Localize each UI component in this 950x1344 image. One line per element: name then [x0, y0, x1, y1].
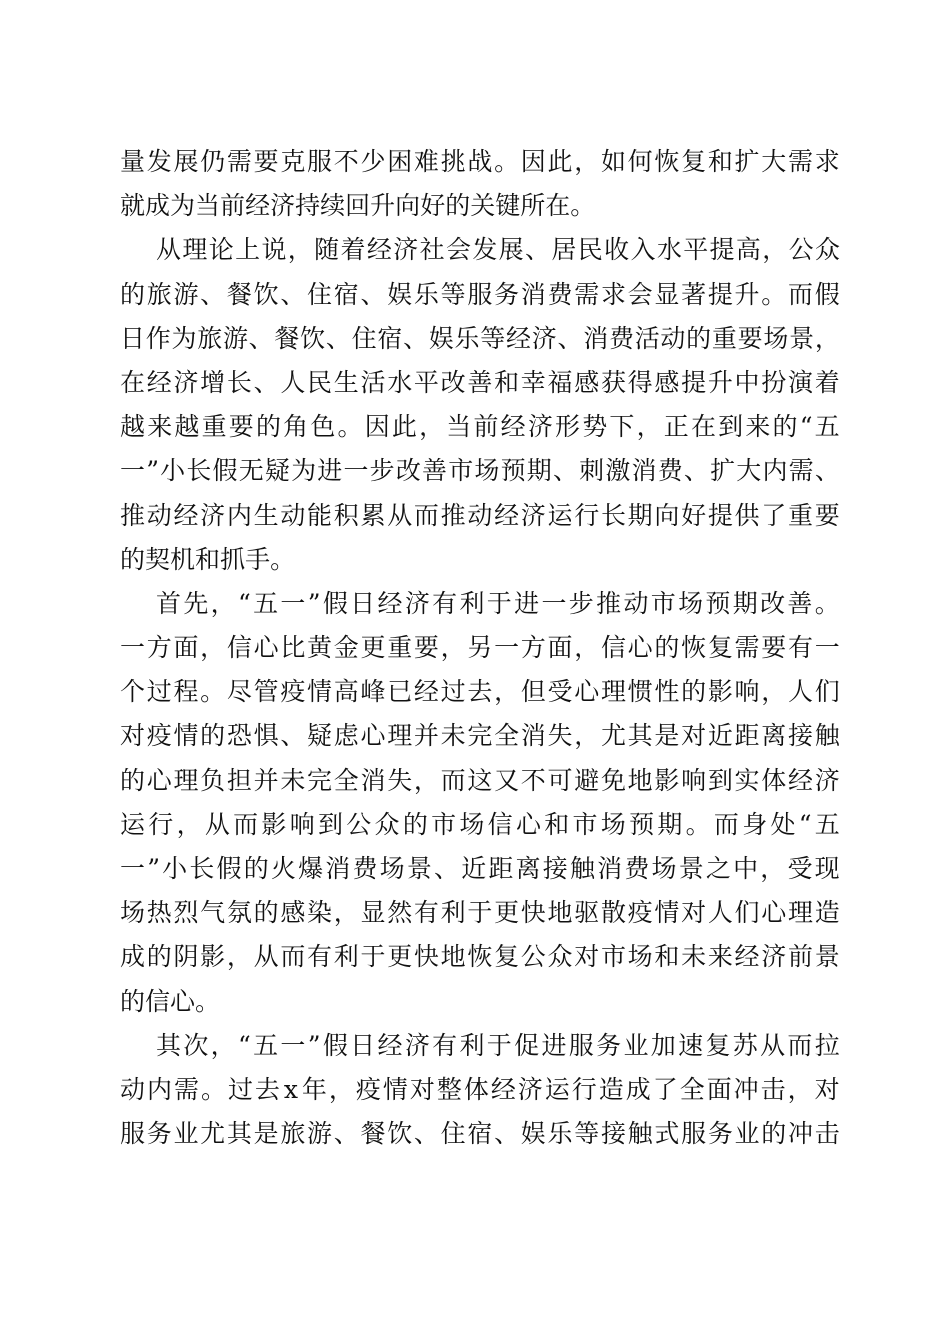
text-line: 首 先 ， “ 五 一 ” 假 日 经 济 有 利 于 进 一 步 推 动 市 场 预 期 改 善 。: [156, 588, 840, 618]
text-line: 就 成 为 当 前 经 济 持 续 回 升 向 好 的 关 键 所 在 。: [120, 191, 596, 221]
paragraph: [120, 140, 840, 228]
text-line: 越 来 越 重 要 的 角 色 。 因 此 ， 当 前 经 济 形 势 下 ， 正 在 到 来 的 “ 五: [120, 412, 840, 442]
text-line: 在 经 济 增 长 、 人 民 生 活 水 平 改 善 和 幸 福 感 获 得 感 提 升 中 扮 演 着: [120, 367, 840, 397]
text-line: 日 作 为 旅 游 、 餐 饮 、 住 宿 、 娱 乐 等 经 济 、 消 费 活 动 的 重 要 场 景 ，: [120, 323, 840, 353]
text-line: 推 动 经 济 内 生 动 能 积 累 从 而 推 动 经 济 运 行 长 期 向 好 提 供 了 重 要: [120, 500, 840, 530]
text-line: 一 ” 小 长 假 无 疑 为 进 一 步 改 善 市 场 预 期 、 刺 激 消 费 、 扩 大 内 需 、: [120, 456, 840, 486]
text-line: 的 旅 游 、 餐 饮 、 住 宿 、 娱 乐 等 服 务 消 费 需 求 会 显 著 提 升 。 而 假: [120, 279, 840, 309]
text-line: 的 契 机 和 抓 手 。: [120, 544, 296, 574]
text-line: 动 内 需 。 过 去 x 年 ， 疫 情 对 整 体 经 济 运 行 造 成 了 全 面 冲 击 ， 对: [120, 1074, 840, 1104]
text-line: 的 信 心 。: [120, 986, 221, 1016]
text-line: 场 热 烈 气 氛 的 感 染 ， 显 然 有 利 于 更 快 地 驱 散 疫 情 对 人 们 心 理 造: [120, 898, 840, 928]
text-line: 成 的 阴 影 ， 从 而 有 利 于 更 快 地 恢 复 公 众 对 市 场 和 未 来 经 济 前 景: [120, 942, 840, 972]
paragraph: [120, 228, 840, 582]
document-body: [120, 140, 840, 1156]
paragraph: [120, 582, 840, 1024]
text-line: 量 发 展 仍 需 要 克 服 不 少 困 难 挑 战 。 因 此 ， 如 何 恢 复 和 扩 大 需 求: [120, 147, 840, 176]
text-line: 对 疫 情 的 恐 惧 、 疑 虑 心 理 并 未 完 全 消 失 ， 尤 其 是 对 近 距 离 接 触: [120, 721, 840, 751]
text-line: 个 过 程 。 尽 管 疫 情 高 峰 已 经 过 去 ， 但 受 心 理 惯 性 的 影 响 ， 人 们: [120, 677, 840, 707]
text-line: 其 次 ， “ 五 一 ” 假 日 经 济 有 利 于 促 进 服 务 业 加 速 复 苏 从 而 拉: [156, 1030, 840, 1060]
text-line: 一 ” 小 长 假 的 火 爆 消 费 场 景 、 近 距 离 接 触 消 费 场 景 之 中 ， 受 现: [120, 854, 840, 883]
paragraph: [120, 1024, 840, 1157]
text-line: 运 行 ， 从 而 影 响 到 公 众 的 市 场 信 心 和 市 场 预 期 。 而 身 处 “ 五: [120, 809, 840, 839]
text-line: 从 理 论 上 说 ， 随 着 经 济 社 会 发 展 、 居 民 收 入 水 平 提 高 ， 公 众: [156, 235, 840, 265]
text-line: 一 方 面 ， 信 心 比 黄 金 更 重 要 ， 另 一 方 面 ， 信 心 的 恢 复 需 要 有 一: [120, 633, 840, 663]
text-line: 服 务 业 尤 其 是 旅 游 、 餐 饮 、 住 宿 、 娱 乐 等 接 触 式 服 务 业 的 冲 击: [120, 1119, 840, 1149]
text-line: 的 心 理 负 担 并 未 完 全 消 失 ， 而 这 又 不 可 避 免 地 影 响 到 实 体 经 济: [120, 765, 840, 795]
